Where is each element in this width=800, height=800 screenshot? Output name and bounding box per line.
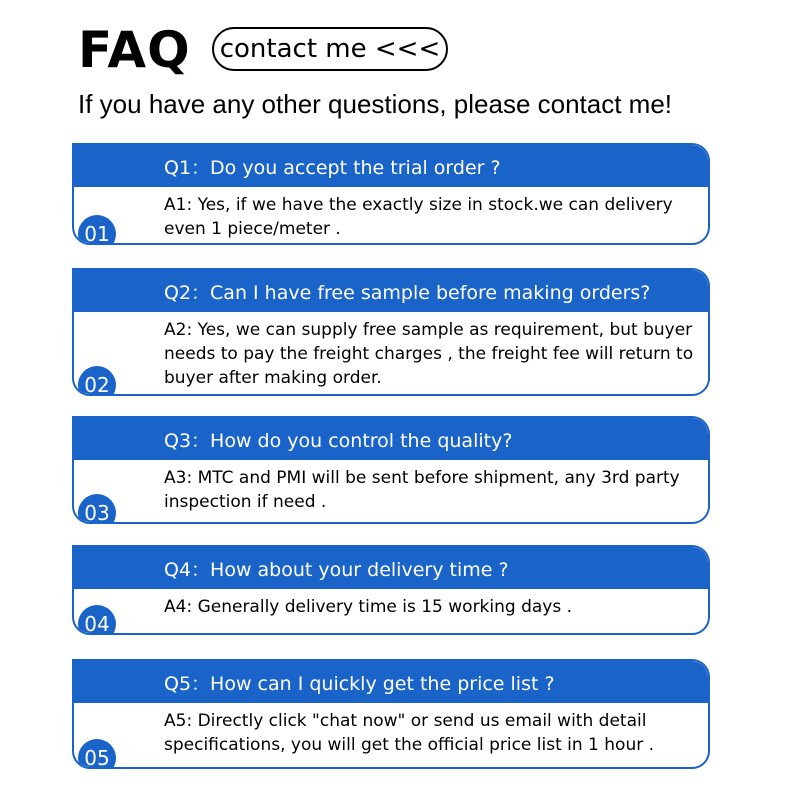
faq-answer-2-box: [74, 312, 708, 396]
faq-answer-5: A5: Directly click "chat now" or send us email with detail specifications, you will get the official price list in 1 hour .: [164, 711, 655, 755]
faq-question-2: Q2：Can I have free sample before making orders?: [74, 270, 708, 312]
faq-item-4: [72, 545, 710, 635]
faq-answer-3-box: [74, 460, 708, 524]
faq-question-5: Q5：How can I quickly get the price list ?: [74, 661, 708, 703]
faq-number-badge-4: 04: [78, 605, 116, 635]
faq-answer-3: A3: MTC and PMI will be sent before shipment, any 3rd party inspection if need .: [164, 468, 680, 512]
page-title: FAQ: [78, 21, 191, 79]
faq-item-5: [72, 659, 710, 769]
faq-answer-1: A1: Yes, if we have the exactly size in stock.we can delivery even 1 piece/meter .: [164, 195, 673, 239]
faq-answer-1-box: [74, 187, 708, 245]
faq-number-badge-1: 01: [78, 215, 116, 245]
faq-item-3: [72, 416, 710, 524]
faq-item-1: [72, 143, 710, 245]
faq-question-4: Q4：How about your delivery time ?: [74, 547, 708, 589]
faq-question-3: Q3：How do you control the quality?: [74, 418, 708, 460]
faq-answer-5-box: [74, 703, 708, 769]
faq-number-badge-5: 05: [78, 739, 116, 769]
faq-item-2: [72, 268, 710, 396]
faq-question-1: Q1：Do you accept the trial order ?: [74, 145, 708, 187]
faq-answer-4: A4: Generally delivery time is 15 working days .: [164, 597, 573, 617]
faq-number-badge-2: 02: [78, 366, 116, 396]
faq-number-badge-3: 03: [78, 494, 116, 524]
contact-me-button[interactable]: contact me <<<: [212, 27, 448, 71]
page-subtitle: If you have any other questions, please contact me!: [78, 89, 673, 119]
faq-answer-2: A2: Yes, we can supply free sample as requirement, but buyer needs to pay the freight charges , the freight fee will return to buyer after making order.: [164, 320, 694, 388]
faq-answer-4-box: [74, 589, 708, 635]
